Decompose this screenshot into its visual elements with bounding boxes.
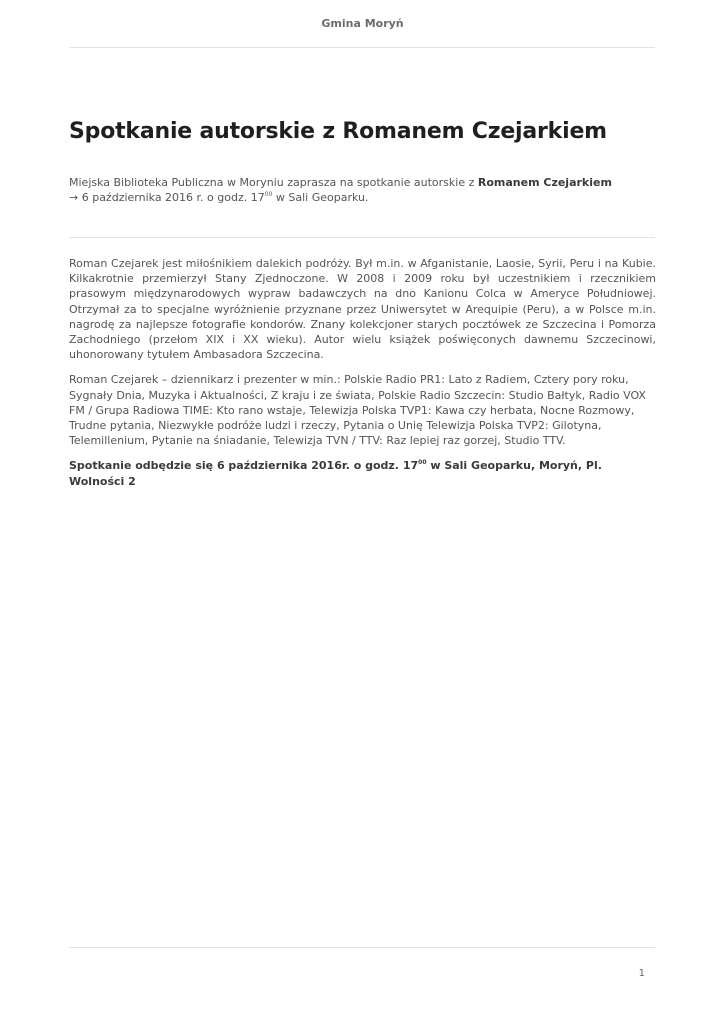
header-site-name: Gmina Moryń [321, 17, 404, 30]
intro-author-name: Romanem Czejarkiem [477, 176, 612, 189]
event-date: Spotkanie odbędzie się 6 października 2016r. o godz. 17 [69, 459, 419, 473]
page-number: 1 [638, 968, 645, 979]
intro-time-superscript: 00 [264, 191, 273, 198]
event-time-superscript: 00 [418, 459, 427, 467]
page-title: Spotkanie autorskie z Romanem Czejarkiem [69, 119, 607, 144]
article-intro [69, 175, 659, 205]
content-divider [69, 237, 655, 238]
intro-date-line: → 6 października 2016 r. o godz. 17 [69, 191, 265, 204]
bio-paragraph: Roman Czejarek jest miłośnikiem dalekich podróży. Był m.in. w Afganistanie, Laosie, Syrii, Peru i na Kubie. Kilkakrotnie przemierzył Stany Zjednoczone. W 2008 i 2009 roku był uczestnikiem i rzecznikiem prasowym międzynarodowych wypraw badawczych na dno Kanionu Colca w Ameryce Południowej. Otrzymał za to specjalne wyróżnienie przyznane przez Uniwersytet w Arequipie (Peru), a w Polsce m.in. nagrodę za najlepsze fotografie kondorów. Znany kolekcjoner starych pocztówek ze Szczecina i Pomorza Zachodniego (przełom XIX i XX wieku). Autor wielu książek poświęconych dawnemu Szczecinowi, uhonorowany tytułem Ambasadora Szczecina. [69, 257, 656, 362]
career-paragraph: Roman Czejarek – dziennikarz i prezenter w min.: Polskie Radio PR1: Lato z Radiem, Cztery pory roku, Sygnały Dnia, Muzyka i Aktualności, Z kraju i ze świata, Polskie Radio Szczecin: Studio Bałtyk, Radio VOX FM / Grupa Radiowa TIME: Kto rano wstaje, Telewizja Polska TVP1: Kawa czy herbata, Nocne Rozmowy, Trudne pytania, Niezwykłe podróże ludzi i rzeczy, Pytania o Unię Telewizja Polska TVP2: Gilotyna, Telemillenium, Pytanie na śniadanie, Telewizja TVN / TTV: Raz lepiej raz gorzej, Studio TTV. [69, 373, 646, 448]
event-details [69, 458, 656, 488]
footer-divider [69, 947, 655, 948]
header-divider [69, 47, 655, 48]
event-address: w Sali Geoparku, Moryń, Pl. Wolności 2 [69, 459, 602, 488]
intro-text: Miejska Biblioteka Publiczna w Moryniu zaprasza na spotkanie autorskie z [69, 176, 478, 189]
article-body [69, 256, 656, 499]
intro-location: w Sali Geoparku. [272, 191, 369, 204]
